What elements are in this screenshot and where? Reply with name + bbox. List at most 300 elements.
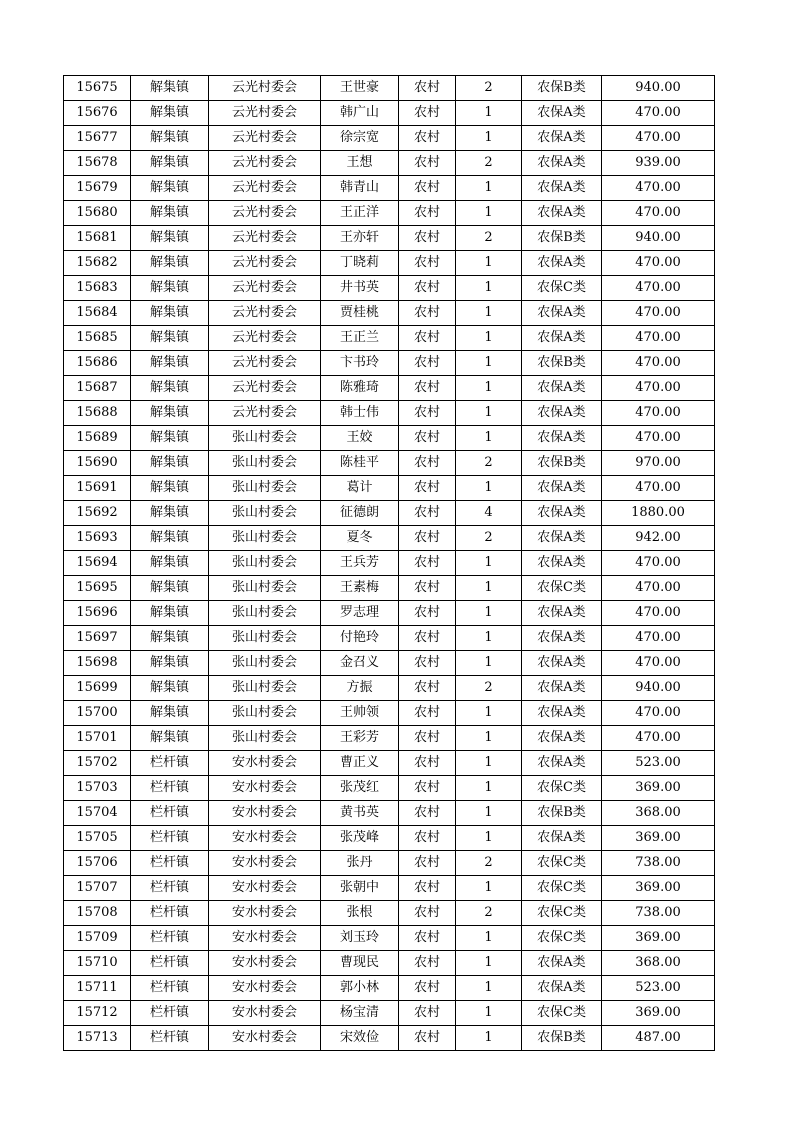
cell-id: 15689: [64, 426, 131, 451]
cell-count: 1: [456, 601, 522, 626]
cell-town: 栏杆镇: [131, 826, 209, 851]
cell-id: 15685: [64, 326, 131, 351]
cell-count: 1: [456, 426, 522, 451]
cell-id: 15705: [64, 826, 131, 851]
cell-count: 1: [456, 926, 522, 951]
cell-name: 张根: [321, 901, 399, 926]
cell-type: 农村: [399, 626, 456, 651]
cell-count: 1: [456, 201, 522, 226]
cell-village: 张山村委会: [209, 701, 321, 726]
cell-amount: 470.00: [602, 476, 715, 501]
cell-count: 1: [456, 176, 522, 201]
cell-type: 农村: [399, 876, 456, 901]
cell-amount: 470.00: [602, 201, 715, 226]
cell-category: 农保A类: [522, 751, 602, 776]
table-row: [64, 526, 715, 551]
cell-name: 贾桂桃: [321, 301, 399, 326]
cell-town: 解集镇: [131, 526, 209, 551]
cell-count: 1: [456, 1001, 522, 1026]
cell-type: 农村: [399, 151, 456, 176]
table-row: [64, 326, 715, 351]
cell-village: 安水村委会: [209, 1001, 321, 1026]
cell-village: 张山村委会: [209, 526, 321, 551]
cell-village: 张山村委会: [209, 576, 321, 601]
cell-amount: 470.00: [602, 726, 715, 751]
cell-type: 农村: [399, 176, 456, 201]
cell-name: 王正兰: [321, 326, 399, 351]
cell-village: 云光村委会: [209, 376, 321, 401]
cell-count: 1: [456, 951, 522, 976]
cell-amount: 470.00: [602, 651, 715, 676]
cell-category: 农保A类: [522, 376, 602, 401]
cell-type: 农村: [399, 1026, 456, 1051]
cell-type: 农村: [399, 551, 456, 576]
cell-count: 1: [456, 351, 522, 376]
cell-village: 安水村委会: [209, 901, 321, 926]
cell-type: 农村: [399, 726, 456, 751]
cell-village: 安水村委会: [209, 876, 321, 901]
cell-amount: 738.00: [602, 851, 715, 876]
cell-name: 张茂红: [321, 776, 399, 801]
cell-village: 云光村委会: [209, 151, 321, 176]
cell-village: 张山村委会: [209, 551, 321, 576]
cell-village: 张山村委会: [209, 501, 321, 526]
cell-id: 15679: [64, 176, 131, 201]
table-row: [64, 351, 715, 376]
cell-amount: 523.00: [602, 976, 715, 1001]
cell-name: 方振: [321, 676, 399, 701]
cell-name: 葛计: [321, 476, 399, 501]
cell-town: 解集镇: [131, 226, 209, 251]
cell-count: 1: [456, 326, 522, 351]
cell-count: 1: [456, 401, 522, 426]
cell-type: 农村: [399, 801, 456, 826]
cell-village: 张山村委会: [209, 426, 321, 451]
cell-town: 解集镇: [131, 476, 209, 501]
cell-count: 2: [456, 451, 522, 476]
cell-id: 15701: [64, 726, 131, 751]
cell-town: 解集镇: [131, 426, 209, 451]
cell-count: 1: [456, 776, 522, 801]
cell-village: 安水村委会: [209, 926, 321, 951]
cell-amount: 940.00: [602, 226, 715, 251]
cell-town: 栏杆镇: [131, 751, 209, 776]
cell-category: 农保B类: [522, 1026, 602, 1051]
cell-category: 农保B类: [522, 76, 602, 101]
cell-category: 农保C类: [522, 1001, 602, 1026]
cell-name: 付艳玲: [321, 626, 399, 651]
cell-amount: 940.00: [602, 676, 715, 701]
cell-type: 农村: [399, 451, 456, 476]
cell-town: 解集镇: [131, 276, 209, 301]
cell-count: 4: [456, 501, 522, 526]
cell-count: 1: [456, 101, 522, 126]
cell-amount: 369.00: [602, 876, 715, 901]
cell-count: 1: [456, 301, 522, 326]
cell-name: 韩广山: [321, 101, 399, 126]
table-row: [64, 176, 715, 201]
cell-town: 栏杆镇: [131, 776, 209, 801]
cell-category: 农保B类: [522, 801, 602, 826]
cell-town: 解集镇: [131, 501, 209, 526]
cell-count: 1: [456, 651, 522, 676]
cell-amount: 470.00: [602, 351, 715, 376]
table-row: [64, 776, 715, 801]
cell-amount: 369.00: [602, 1001, 715, 1026]
cell-category: 农保A类: [522, 126, 602, 151]
table-row: [64, 376, 715, 401]
cell-town: 栏杆镇: [131, 901, 209, 926]
cell-name: 张茂峰: [321, 826, 399, 851]
cell-name: 征德朗: [321, 501, 399, 526]
cell-type: 农村: [399, 701, 456, 726]
cell-category: 农保A类: [522, 101, 602, 126]
cell-town: 栏杆镇: [131, 1001, 209, 1026]
cell-category: 农保A类: [522, 701, 602, 726]
cell-name: 王想: [321, 151, 399, 176]
cell-name: 罗志理: [321, 601, 399, 626]
table-row: [64, 826, 715, 851]
cell-amount: 470.00: [602, 401, 715, 426]
table-row: [64, 726, 715, 751]
cell-village: 云光村委会: [209, 76, 321, 101]
table-row: [64, 101, 715, 126]
cell-category: 农保A类: [522, 826, 602, 851]
table-row: [64, 926, 715, 951]
cell-name: 曹正义: [321, 751, 399, 776]
cell-id: 15707: [64, 876, 131, 901]
cell-id: 15699: [64, 676, 131, 701]
table-row: [64, 251, 715, 276]
table-row: [64, 576, 715, 601]
cell-amount: 368.00: [602, 801, 715, 826]
cell-type: 农村: [399, 326, 456, 351]
cell-count: 1: [456, 276, 522, 301]
table-row: [64, 76, 715, 101]
cell-amount: 369.00: [602, 826, 715, 851]
table-row: [64, 226, 715, 251]
cell-town: 解集镇: [131, 576, 209, 601]
cell-type: 农村: [399, 526, 456, 551]
cell-id: 15695: [64, 576, 131, 601]
cell-count: 1: [456, 251, 522, 276]
cell-name: 杨宝清: [321, 1001, 399, 1026]
cell-type: 农村: [399, 776, 456, 801]
cell-id: 15681: [64, 226, 131, 251]
cell-category: 农保C类: [522, 851, 602, 876]
table-row: [64, 651, 715, 676]
cell-category: 农保C类: [522, 776, 602, 801]
cell-id: 15686: [64, 351, 131, 376]
cell-town: 栏杆镇: [131, 926, 209, 951]
cell-name: 黄书英: [321, 801, 399, 826]
cell-count: 2: [456, 226, 522, 251]
cell-village: 云光村委会: [209, 276, 321, 301]
cell-name: 王帅领: [321, 701, 399, 726]
cell-type: 农村: [399, 401, 456, 426]
cell-village: 云光村委会: [209, 301, 321, 326]
cell-count: 2: [456, 851, 522, 876]
table-row: [64, 426, 715, 451]
cell-town: 解集镇: [131, 76, 209, 101]
table-row: [64, 676, 715, 701]
cell-category: 农保B类: [522, 451, 602, 476]
table-row: [64, 501, 715, 526]
cell-village: 安水村委会: [209, 1026, 321, 1051]
cell-id: 15709: [64, 926, 131, 951]
cell-type: 农村: [399, 926, 456, 951]
cell-category: 农保A类: [522, 401, 602, 426]
cell-type: 农村: [399, 251, 456, 276]
cell-amount: 470.00: [602, 326, 715, 351]
cell-type: 农村: [399, 751, 456, 776]
cell-town: 解集镇: [131, 101, 209, 126]
cell-amount: 369.00: [602, 776, 715, 801]
cell-id: 15712: [64, 1001, 131, 1026]
cell-count: 1: [456, 751, 522, 776]
cell-amount: 470.00: [602, 601, 715, 626]
cell-village: 安水村委会: [209, 776, 321, 801]
table-row: [64, 1001, 715, 1026]
cell-id: 15703: [64, 776, 131, 801]
cell-village: 张山村委会: [209, 726, 321, 751]
cell-amount: 1880.00: [602, 501, 715, 526]
cell-id: 15680: [64, 201, 131, 226]
cell-type: 农村: [399, 301, 456, 326]
table-row: [64, 601, 715, 626]
cell-type: 农村: [399, 376, 456, 401]
cell-type: 农村: [399, 276, 456, 301]
cell-category: 农保A类: [522, 651, 602, 676]
cell-town: 解集镇: [131, 726, 209, 751]
cell-id: 15676: [64, 101, 131, 126]
cell-village: 安水村委会: [209, 826, 321, 851]
cell-town: 解集镇: [131, 626, 209, 651]
cell-town: 解集镇: [131, 201, 209, 226]
table-row: [64, 1026, 715, 1051]
cell-amount: 523.00: [602, 751, 715, 776]
cell-name: 夏冬: [321, 526, 399, 551]
cell-village: 云光村委会: [209, 401, 321, 426]
cell-village: 张山村委会: [209, 476, 321, 501]
cell-name: 宋效俭: [321, 1026, 399, 1051]
cell-name: 曹现民: [321, 951, 399, 976]
cell-amount: 470.00: [602, 176, 715, 201]
cell-name: 王正洋: [321, 201, 399, 226]
cell-type: 农村: [399, 351, 456, 376]
cell-village: 云光村委会: [209, 226, 321, 251]
cell-id: 15702: [64, 751, 131, 776]
cell-town: 栏杆镇: [131, 851, 209, 876]
cell-id: 15677: [64, 126, 131, 151]
cell-id: 15684: [64, 301, 131, 326]
cell-id: 15706: [64, 851, 131, 876]
cell-amount: 368.00: [602, 951, 715, 976]
cell-category: 农保A类: [522, 301, 602, 326]
cell-id: 15691: [64, 476, 131, 501]
cell-id: 15682: [64, 251, 131, 276]
cell-town: 解集镇: [131, 701, 209, 726]
cell-name: 韩青山: [321, 176, 399, 201]
cell-village: 云光村委会: [209, 201, 321, 226]
cell-village: 安水村委会: [209, 751, 321, 776]
cell-id: 15678: [64, 151, 131, 176]
cell-id: 15708: [64, 901, 131, 926]
cell-id: 15710: [64, 951, 131, 976]
cell-category: 农保B类: [522, 226, 602, 251]
cell-amount: 942.00: [602, 526, 715, 551]
cell-town: 栏杆镇: [131, 876, 209, 901]
cell-name: 丁晓莉: [321, 251, 399, 276]
cell-amount: 470.00: [602, 376, 715, 401]
cell-count: 1: [456, 576, 522, 601]
cell-category: 农保A类: [522, 951, 602, 976]
table-row: [64, 751, 715, 776]
cell-type: 农村: [399, 676, 456, 701]
cell-type: 农村: [399, 826, 456, 851]
cell-count: 2: [456, 901, 522, 926]
cell-type: 农村: [399, 76, 456, 101]
table-row: [64, 701, 715, 726]
cell-count: 1: [456, 626, 522, 651]
cell-town: 解集镇: [131, 676, 209, 701]
cell-amount: 470.00: [602, 426, 715, 451]
cell-village: 张山村委会: [209, 651, 321, 676]
cell-town: 栏杆镇: [131, 1026, 209, 1051]
cell-category: 农保C类: [522, 276, 602, 301]
cell-name: 张朝中: [321, 876, 399, 901]
table-row: [64, 151, 715, 176]
cell-village: 云光村委会: [209, 351, 321, 376]
cell-amount: 470.00: [602, 301, 715, 326]
cell-name: 徐宗宽: [321, 126, 399, 151]
cell-type: 农村: [399, 901, 456, 926]
cell-id: 15700: [64, 701, 131, 726]
cell-name: 刘玉玲: [321, 926, 399, 951]
table-row: [64, 551, 715, 576]
cell-amount: 970.00: [602, 451, 715, 476]
cell-count: 1: [456, 551, 522, 576]
cell-town: 栏杆镇: [131, 976, 209, 1001]
cell-name: 陈雅琦: [321, 376, 399, 401]
cell-id: 15697: [64, 626, 131, 651]
cell-category: 农保A类: [522, 501, 602, 526]
cell-count: 1: [456, 376, 522, 401]
cell-town: 解集镇: [131, 326, 209, 351]
cell-type: 农村: [399, 601, 456, 626]
cell-amount: 470.00: [602, 251, 715, 276]
cell-type: 农村: [399, 201, 456, 226]
cell-amount: 470.00: [602, 626, 715, 651]
cell-town: 解集镇: [131, 351, 209, 376]
cell-category: 农保A类: [522, 726, 602, 751]
cell-amount: 470.00: [602, 126, 715, 151]
cell-count: 1: [456, 126, 522, 151]
cell-id: 15711: [64, 976, 131, 1001]
cell-category: 农保C类: [522, 926, 602, 951]
table-row: [64, 201, 715, 226]
cell-type: 农村: [399, 1001, 456, 1026]
cell-town: 解集镇: [131, 601, 209, 626]
cell-category: 农保A类: [522, 676, 602, 701]
cell-id: 15675: [64, 76, 131, 101]
table-row: [64, 626, 715, 651]
cell-id: 15687: [64, 376, 131, 401]
cell-type: 农村: [399, 501, 456, 526]
cell-amount: 369.00: [602, 926, 715, 951]
table-row: [64, 276, 715, 301]
cell-type: 农村: [399, 101, 456, 126]
cell-count: 1: [456, 1026, 522, 1051]
cell-town: 解集镇: [131, 451, 209, 476]
cell-town: 解集镇: [131, 151, 209, 176]
cell-town: 解集镇: [131, 251, 209, 276]
cell-id: 15693: [64, 526, 131, 551]
cell-name: 陈桂平: [321, 451, 399, 476]
cell-town: 解集镇: [131, 301, 209, 326]
cell-village: 云光村委会: [209, 126, 321, 151]
cell-category: 农保A类: [522, 176, 602, 201]
table-row: [64, 401, 715, 426]
cell-category: 农保A类: [522, 326, 602, 351]
cell-id: 15698: [64, 651, 131, 676]
cell-count: 1: [456, 976, 522, 1001]
cell-amount: 939.00: [602, 151, 715, 176]
cell-count: 1: [456, 701, 522, 726]
cell-village: 张山村委会: [209, 626, 321, 651]
table-row: [64, 976, 715, 1001]
cell-town: 解集镇: [131, 551, 209, 576]
cell-category: 农保A类: [522, 151, 602, 176]
cell-village: 云光村委会: [209, 176, 321, 201]
cell-type: 农村: [399, 476, 456, 501]
cell-category: 农保A类: [522, 426, 602, 451]
table-row: [64, 801, 715, 826]
cell-village: 张山村委会: [209, 451, 321, 476]
cell-id: 15713: [64, 1026, 131, 1051]
cell-count: 2: [456, 676, 522, 701]
cell-village: 安水村委会: [209, 976, 321, 1001]
cell-type: 农村: [399, 976, 456, 1001]
cell-type: 农村: [399, 576, 456, 601]
cell-village: 安水村委会: [209, 801, 321, 826]
cell-town: 解集镇: [131, 376, 209, 401]
table-row: [64, 876, 715, 901]
cell-count: 1: [456, 801, 522, 826]
cell-village: 安水村委会: [209, 851, 321, 876]
cell-count: 1: [456, 476, 522, 501]
cell-village: 安水村委会: [209, 951, 321, 976]
cell-amount: 940.00: [602, 76, 715, 101]
cell-name: 王兵芳: [321, 551, 399, 576]
cell-id: 15694: [64, 551, 131, 576]
table-row: [64, 301, 715, 326]
cell-village: 张山村委会: [209, 676, 321, 701]
cell-name: 张丹: [321, 851, 399, 876]
cell-town: 解集镇: [131, 401, 209, 426]
cell-id: 15692: [64, 501, 131, 526]
table-row: [64, 451, 715, 476]
cell-category: 农保C类: [522, 576, 602, 601]
cell-name: 王素梅: [321, 576, 399, 601]
cell-type: 农村: [399, 226, 456, 251]
table-row: [64, 901, 715, 926]
cell-count: 2: [456, 526, 522, 551]
cell-name: 王亦轩: [321, 226, 399, 251]
table-row: [64, 951, 715, 976]
cell-count: 1: [456, 876, 522, 901]
cell-town: 解集镇: [131, 126, 209, 151]
